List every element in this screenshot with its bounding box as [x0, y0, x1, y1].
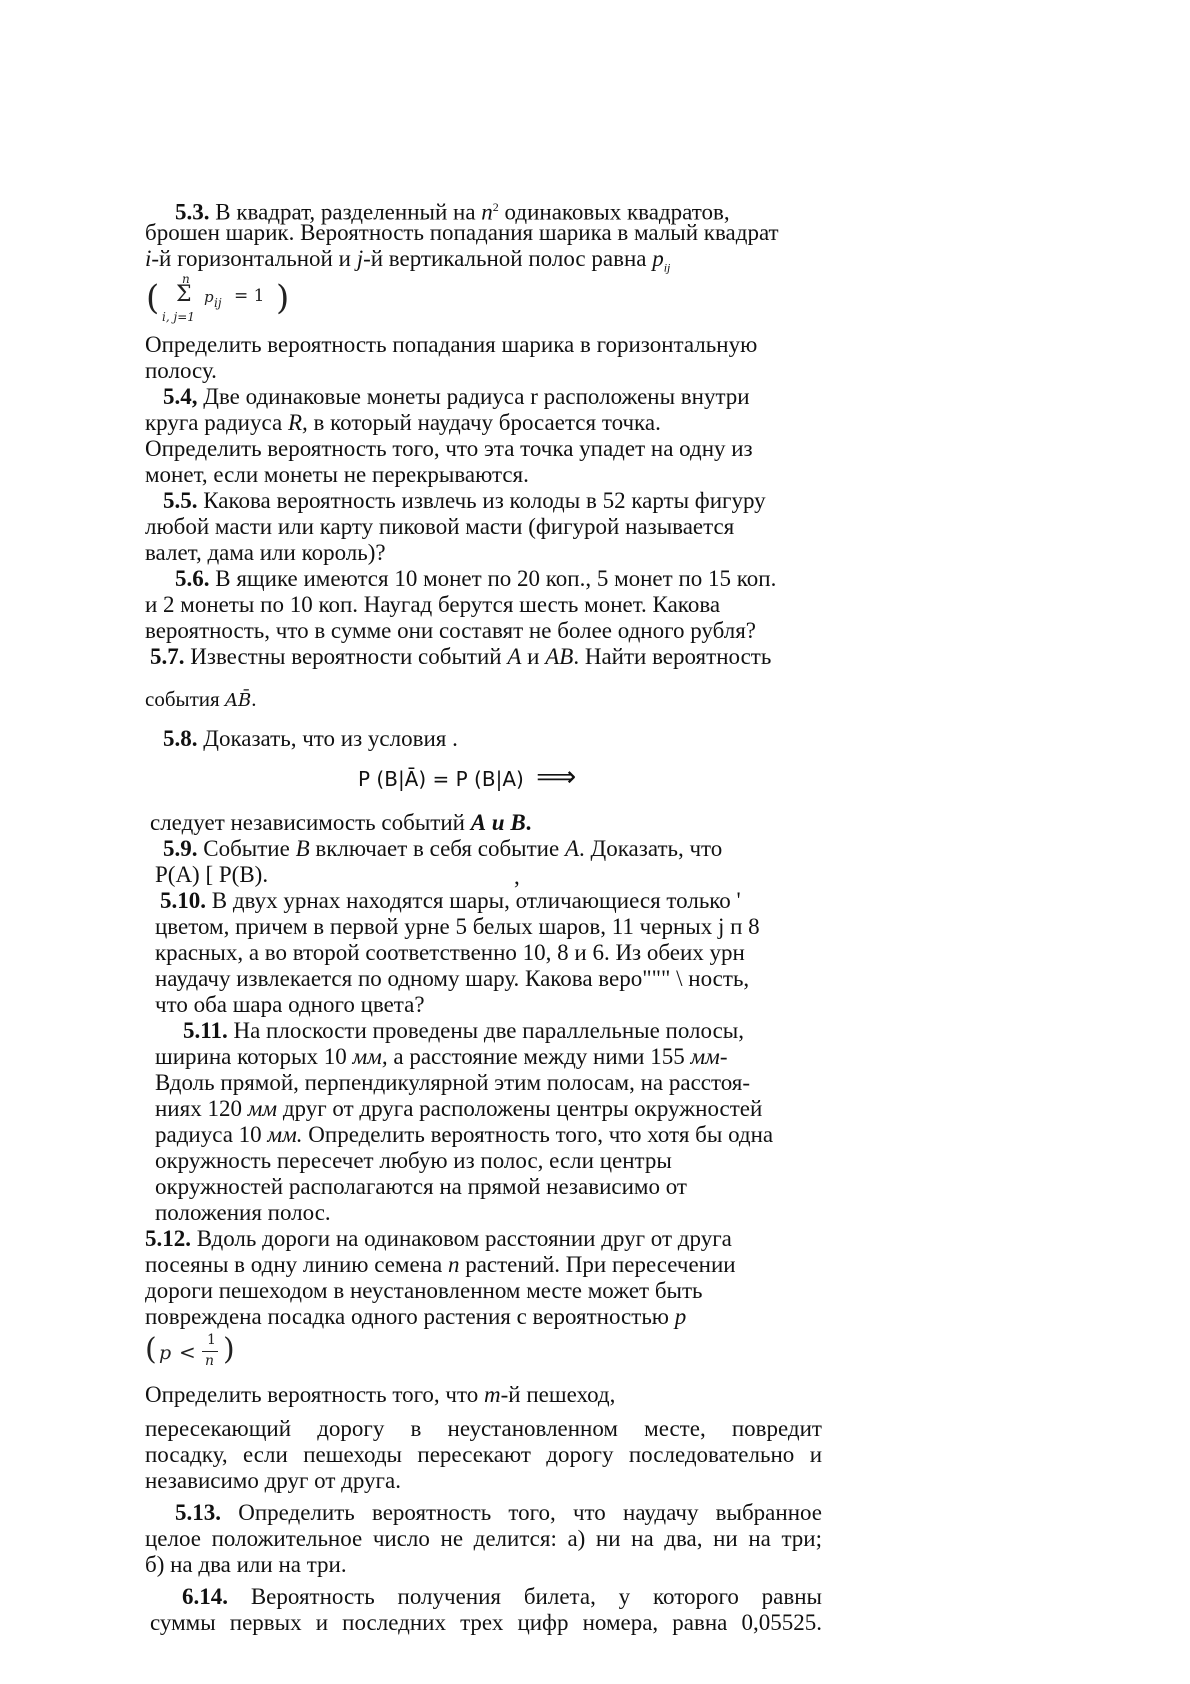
text: -й пешеход,	[500, 1382, 616, 1407]
text: следует независимость событий	[150, 810, 465, 835]
text: Вдоль дороги на одинаковом расстоянии друг от друга	[196, 1226, 732, 1251]
problem-5-9-line-1	[163, 836, 722, 862]
text: а расстояние между ними 155	[393, 1044, 685, 1069]
text: . Доказать, что	[579, 836, 723, 861]
text: одинаковых квадратов,	[504, 199, 730, 225]
problem-5-11-line-1	[183, 1018, 744, 1044]
problem-5-10-line-5: что оба шара одного цвета?	[155, 992, 425, 1017]
problem-5-12-line-1	[145, 1226, 732, 1252]
problem-5-6-line-3: вероятность, что в сумме они составят не более одного рубля?	[145, 618, 756, 643]
text: ниях 120	[155, 1096, 242, 1121]
sum-equals: = 1	[234, 286, 265, 306]
text: включает в себя событие	[315, 836, 560, 861]
text: растений. При пересечении	[465, 1252, 736, 1277]
problem-5-13-line-2: целое положительное число не делится: а) ни на два, ни на три;	[145, 1526, 822, 1551]
problem-number: 5.12.	[145, 1226, 191, 1251]
sum-upper-limit: n	[182, 272, 190, 286]
problem-5-11-line-3: Вдоль прямой, перпендикулярной этим полосам, на расстоя-	[155, 1070, 751, 1095]
problem-number: 5.11.	[183, 1018, 228, 1043]
problem-5-10-line-3: красных, а во второй соответственно 10, 8 и 6. Из обеих урн	[155, 940, 745, 965]
inequality-formula	[145, 1332, 245, 1376]
unit: мм,	[352, 1044, 388, 1069]
problem-number: 5.5.	[163, 488, 198, 513]
problem-number: 6.14.	[182, 1584, 228, 1609]
fraction-bar	[202, 1351, 218, 1352]
variable: А	[564, 836, 580, 861]
text: . Найти вероятность	[573, 644, 772, 669]
text: -й вертикальной полос равна	[363, 246, 647, 271]
variable: m	[484, 1382, 501, 1407]
text: Вероятность получения билета, у которого равны	[250, 1584, 822, 1609]
problem-5-7-line-1	[150, 644, 771, 670]
problem-6-14-line-1	[182, 1584, 822, 1610]
text: На плоскости проведены две параллельные полосы,	[233, 1018, 745, 1043]
conditional-probability-formula	[358, 760, 577, 793]
text: радиуса 10	[155, 1122, 262, 1147]
implies-arrow-icon: ⟹	[536, 760, 577, 793]
problem-5-12-line-8: независимо друг от друга.	[145, 1468, 401, 1493]
problem-5-12-line-3: дороги пешеходом в неустановленном месте может быть	[145, 1278, 703, 1303]
variable: АВ	[545, 644, 574, 669]
problem-5-3-line-4: Определить вероятность попадания шарика в горизонтальную	[145, 332, 758, 357]
problem-5-12-line-5	[145, 1382, 615, 1408]
problem-number: 5.7.	[150, 644, 185, 669]
variable: n	[481, 199, 493, 225]
right-paren: )	[276, 278, 290, 318]
problem-5-12-line-7: посадку, если пешеходы пересекают дорогу последовательно и	[145, 1442, 822, 1467]
event-formula: AB̄	[224, 690, 252, 711]
problem-5-6-line-1	[175, 566, 776, 592]
text: и	[527, 644, 540, 669]
variable: j	[356, 246, 364, 271]
text: -й горизонтальной и	[151, 246, 351, 271]
problem-5-13-line-3: б) на два или на три.	[145, 1552, 347, 1577]
variable: i	[145, 246, 152, 271]
problem-5-11-line-2	[155, 1044, 728, 1070]
variable-p: p	[159, 1342, 172, 1364]
problem-5-12-line-4	[145, 1304, 686, 1330]
problem-5-12-line-2	[145, 1252, 736, 1278]
variable: n	[447, 1252, 460, 1277]
text: .	[525, 810, 532, 835]
problem-number: 5.4,	[163, 384, 198, 409]
problem-number: 5.6.	[175, 566, 210, 591]
variable: р	[674, 1304, 687, 1329]
left-paren: (	[145, 1332, 157, 1367]
problem-5-10-line-4: наудачу извлекается по одному шару. Какова веро""" \ ность,	[155, 966, 750, 991]
problem-5-8-line-2	[150, 810, 531, 836]
formula-text: P (B|Ā) = P (B|A)	[358, 767, 524, 791]
sum-formula	[146, 272, 296, 328]
problem-5-7-line-2	[145, 686, 256, 714]
problem-5-5-line-2: любой масти или карту пиковой масти (фигурой называется	[145, 514, 735, 539]
fraction-denominator: n	[205, 1353, 215, 1369]
text: В ящике имеются 10 монет по 20 коп., 5 монет по 15 коп.	[215, 566, 777, 591]
text: повреждена посадка одного растения с вероятностью	[145, 1304, 669, 1329]
unit: мм.	[267, 1122, 303, 1147]
text: друг от друга расположены центры окружностей	[282, 1096, 763, 1121]
text: В двух урнах находятся шары, отличающиеся только '	[211, 888, 741, 913]
problem-number: 5.13.	[175, 1500, 221, 1525]
problem-number: 5.3.	[175, 199, 210, 225]
problem-5-11-line-4	[155, 1096, 762, 1122]
problem-5-4-line-1	[163, 384, 750, 410]
text: круга радиуса	[145, 410, 283, 435]
problem-5-4-line-3: Определить вероятность того, что эта точка упадет на одну из	[145, 436, 753, 461]
sigma-symbol: Σ	[176, 282, 192, 307]
text: Известны вероятности событий	[190, 644, 502, 669]
text: события	[145, 687, 220, 711]
problem-5-3-line-2: брошен шарик. Вероятность попадания шарика в малый квадрат	[145, 220, 779, 245]
fraction-numerator: 1	[207, 1332, 216, 1348]
problem-5-10-line-2: цветом, причем в первой урне 5 белых шаров, 11 черных j п 8	[155, 914, 760, 939]
problem-5-11-line-8: положения полос.	[155, 1200, 331, 1225]
variable: А	[507, 644, 522, 669]
problem-5-6-line-2: и 2 монеты по 10 коп. Наугад берутся шесть монет. Какова	[145, 592, 721, 617]
problem-5-9-line-2: Р(А) [ Р(В).	[155, 862, 269, 887]
text: Определить вероятность того, что хотя бы одна	[308, 1122, 774, 1147]
problem-5-3-line-5: полосу.	[145, 358, 217, 383]
sum-lower-limit: i, j=1	[162, 310, 195, 324]
problem-6-14-line-2: суммы первых и последних трех цифр номера, равна 0,05525.	[150, 1610, 822, 1635]
problem-5-13-line-1	[175, 1500, 822, 1526]
problem-5-8-line-1	[163, 726, 458, 752]
text: Событие	[203, 836, 290, 861]
variable: А и В	[470, 810, 526, 835]
text: в который наудачу бросается точка.	[313, 410, 661, 435]
text: Какова вероятность извлечь из колоды в 52 карты фигуру	[203, 488, 766, 513]
sum-term-subscript: ij	[214, 296, 222, 310]
problem-number: 5.9.	[163, 836, 198, 861]
text: В квадрат, разделенный на	[215, 199, 476, 225]
text: ширина которых 10	[155, 1044, 347, 1069]
subscript: ij	[663, 260, 671, 275]
problem-5-11-line-6: окружность пересечет любую из полос, если центры	[155, 1148, 672, 1173]
text: Определить вероятность того, что	[145, 1382, 479, 1407]
right-paren: )	[223, 1332, 235, 1367]
unit: мм-	[690, 1044, 728, 1069]
exponent: 2	[492, 200, 499, 214]
problem-number: 5.8.	[163, 726, 198, 751]
sum-term: p	[204, 288, 214, 306]
text: Определить вероятность того, что наудачу выбранное	[238, 1500, 822, 1525]
problem-5-11-line-5	[155, 1122, 773, 1148]
text: Две одинаковые монеты радиуса r расположены внутри	[203, 384, 750, 409]
variable: В	[295, 836, 310, 861]
variable: p	[652, 246, 664, 271]
text: .	[251, 687, 257, 711]
problem-5-5-line-1	[163, 488, 766, 514]
problem-5-4-line-4: монет, если монеты не перекрываются.	[145, 462, 529, 487]
text: Доказать, что из условия .	[203, 726, 458, 751]
problem-number: 5.10.	[160, 888, 206, 913]
variable: R,	[287, 410, 308, 435]
problem-5-4-line-2	[145, 410, 661, 436]
problem-5-12-line-6: пересекающий дорогу в неустановленном месте, повредит	[145, 1416, 822, 1441]
problem-5-10-line-1	[160, 888, 741, 914]
problem-5-5-line-3: валет, дама или король)?	[145, 540, 386, 565]
stray-mark: ,	[514, 864, 520, 889]
less-than-sign: <	[179, 1340, 196, 1364]
text: посеяны в одну линию семена	[145, 1252, 443, 1277]
left-paren: (	[146, 278, 160, 318]
unit: мм	[247, 1096, 278, 1121]
problem-5-11-line-7: окружностей располагаются на прямой независимо от	[155, 1174, 687, 1199]
